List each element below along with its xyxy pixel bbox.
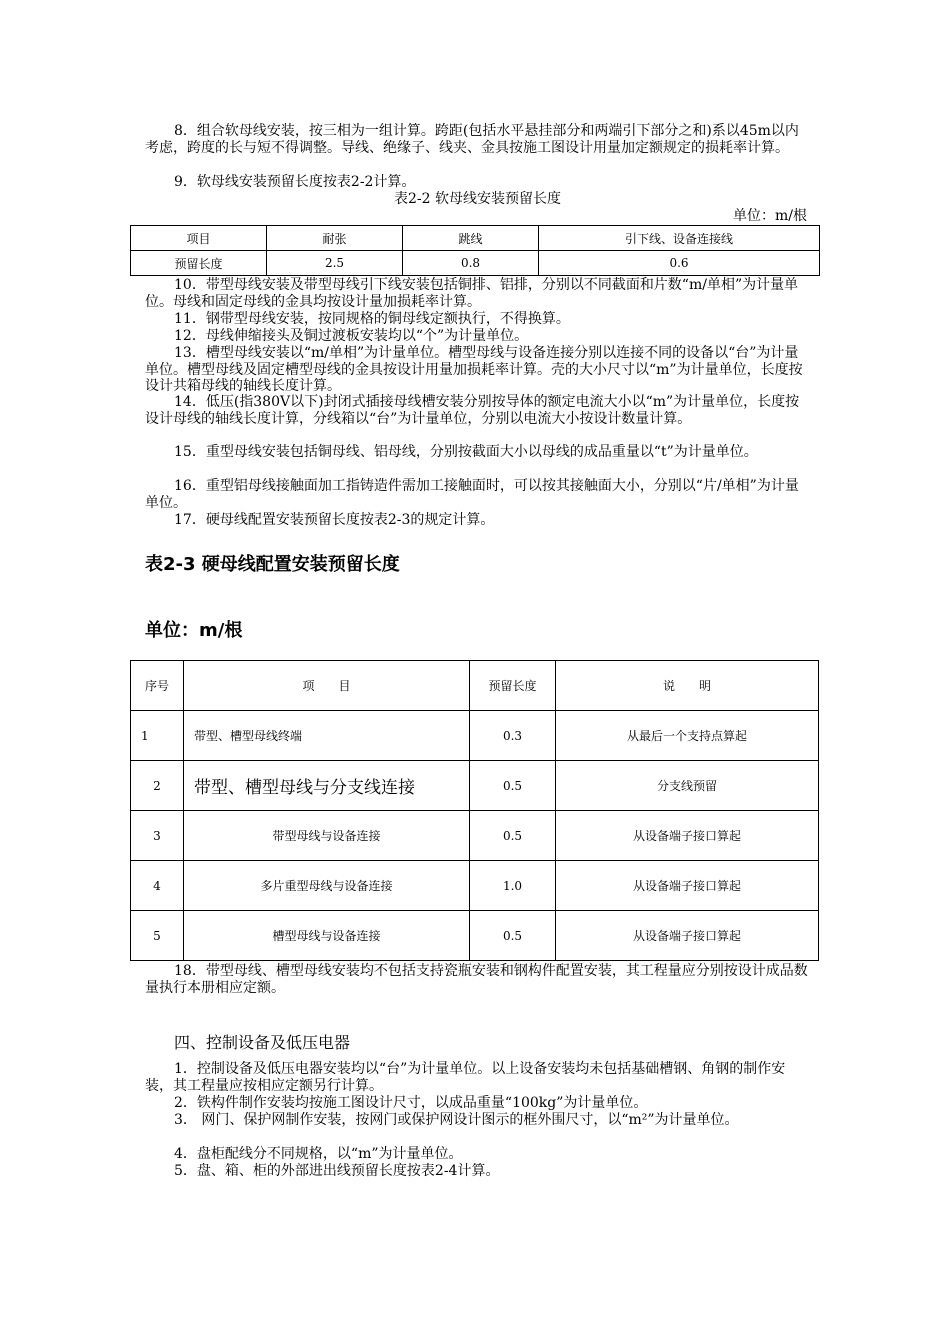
- table-cell: 5: [131, 911, 184, 961]
- table-cell: 0.5: [470, 911, 556, 961]
- table-cell: 从设备端子接口算起: [556, 861, 819, 911]
- header-cell: 序号: [131, 661, 184, 711]
- table-cell: 预留长度: [131, 251, 267, 276]
- table-cell: 多片重型母线与设备连接: [184, 861, 470, 911]
- table-cell: 0.5: [470, 811, 556, 861]
- paragraph-15: 15．重型母线安装包括铜母线、铝母线，分别按截面大小以母线的成品重量以“t”为计量单位。: [174, 444, 758, 460]
- header-cell: 引下线、设备连接线: [539, 226, 820, 251]
- paragraph-q3: 3． 网门、保护网制作安装，按网门或保护网设计图示的框外围尺寸，以“m²”为计量单位。: [174, 1112, 739, 1128]
- header-cell: 预留长度: [470, 661, 556, 711]
- table-2-3: [130, 660, 819, 961]
- table-cell: 从设备端子接口算起: [556, 911, 819, 961]
- header-cell: 跳线: [403, 226, 539, 251]
- header-cell: 说 明: [556, 661, 819, 711]
- table-cell: 2: [131, 761, 184, 811]
- table-cell: 0.6: [539, 251, 820, 276]
- paragraph-11: 11．钢带型母线安装，按同规格的铜母线定额执行，不得换算。: [174, 311, 570, 327]
- paragraph-16: 16．重型铝母线接触面加工指铸造件需加工接触面时，可以按其接触面大小，分别以“片/单相”为计量单位。: [145, 478, 799, 511]
- table-cell: 1.0: [470, 861, 556, 911]
- table-cell: 0.8: [403, 251, 539, 276]
- table-row: [131, 911, 819, 961]
- table-2-3-title: 表2-3 硬母线配置安装预留长度: [145, 554, 400, 575]
- table-row: [131, 251, 820, 276]
- table-cell: 带型、槽型母线与分支线连接: [184, 761, 470, 811]
- header-cell: 项 目: [184, 661, 470, 711]
- paragraph-13: 13．槽型母线安装以“m/单相”为计量单位。槽型母线与设备连接分别以连接不同的设备以“台”为计量单位。槽型母线及固定槽型母线的金具按设计用量加损耗率计算。壳的大小尺寸以“m”为计量单位，长度按设计共箱母线的轴线长度计算。: [145, 345, 803, 394]
- paragraph-14: 14．低压(指380V以下)封闭式插接母线槽安装分别按导体的额定电流大小以“m”为计量单位，长度按设计母线的轴线长度计算，分线箱以“台”为计量单位，分别以电流大小按设计数量计算。: [145, 394, 800, 427]
- table-2-2-caption: 表2-2 软母线安装预留长度: [394, 191, 561, 207]
- table-row: [131, 711, 819, 761]
- paragraph-q4: 4．盘柜配线分不同规格，以“m”为计量单位。: [174, 1146, 463, 1162]
- header-cell: 项目: [131, 226, 267, 251]
- table-cell: 带型、槽型母线终端: [184, 711, 470, 761]
- table-cell: 3: [131, 811, 184, 861]
- table-cell: 1: [131, 711, 184, 761]
- paragraph-q5: 5．盘、箱、柜的外部进出线预留长度按表2-4计算。: [174, 1163, 500, 1179]
- paragraph-9: 9．软母线安装预留长度按表2-2计算。: [174, 174, 416, 190]
- table-cell: 0.5: [470, 761, 556, 811]
- table-2-2-unit: 单位：m/根: [733, 208, 807, 224]
- table-cell: 槽型母线与设备连接: [184, 911, 470, 961]
- paragraph-10: 10．带型母线安装及带型母线引下线安装包括铜排、铝排，分别以不同截面和片数“m/单相”为计量单位。母线和固定母线的金具均按设计量加损耗率计算。: [145, 277, 799, 310]
- paragraph-8: 8．组合软母线安装，按三相为一组计算。跨距(包括水平悬挂部分和两端引下部分之和)系以45m以内考虑，跨度的长与短不得调整。导线、绝缘子、线夹、金具按施工图设计用量加定额规定的损耗率计算。: [145, 123, 799, 156]
- table-header-row: [131, 226, 820, 251]
- table-cell: 4: [131, 861, 184, 911]
- paragraph-12: 12．母线伸缩接头及铜过渡板安装均以“个”为计量单位。: [174, 328, 529, 344]
- table-2-3-unit: 单位：m/根: [145, 620, 243, 641]
- section-4-heading: 四、控制设备及低压电器: [174, 1033, 351, 1052]
- table-row: [131, 811, 819, 861]
- table-row: [131, 761, 819, 811]
- table-cell: 从设备端子接口算起: [556, 811, 819, 861]
- table-cell: 0.3: [470, 711, 556, 761]
- table-cell: 分支线预留: [556, 761, 819, 811]
- table-cell: 带型母线与设备连接: [184, 811, 470, 861]
- table-header-row: [131, 661, 819, 711]
- table-2-2: [130, 225, 820, 276]
- paragraph-17: 17．硬母线配置安装预留长度按表2-3的规定计算。: [174, 512, 495, 528]
- paragraph-q1: 1．控制设备及低压电器安装均以“台”为计量单位。以上设备安装均未包括基础槽钢、角钢的制作安装，其工程量应按相应定额另行计算。: [145, 1061, 786, 1094]
- paragraph-q2: 2．铁构件制作安装均按施工图设计尺寸，以成品重量“100kg”为计量单位。: [174, 1095, 648, 1111]
- paragraph-18: 18．带型母线、槽型母线安装均不包括支持瓷瓶安装和钢构件配置安装，其工程量应分别按设计成品数量执行本册相应定额。: [145, 963, 808, 996]
- header-cell: 耐张: [267, 226, 403, 251]
- table-cell: 从最后一个支持点算起: [556, 711, 819, 761]
- table-row: [131, 861, 819, 911]
- table-cell: 2.5: [267, 251, 403, 276]
